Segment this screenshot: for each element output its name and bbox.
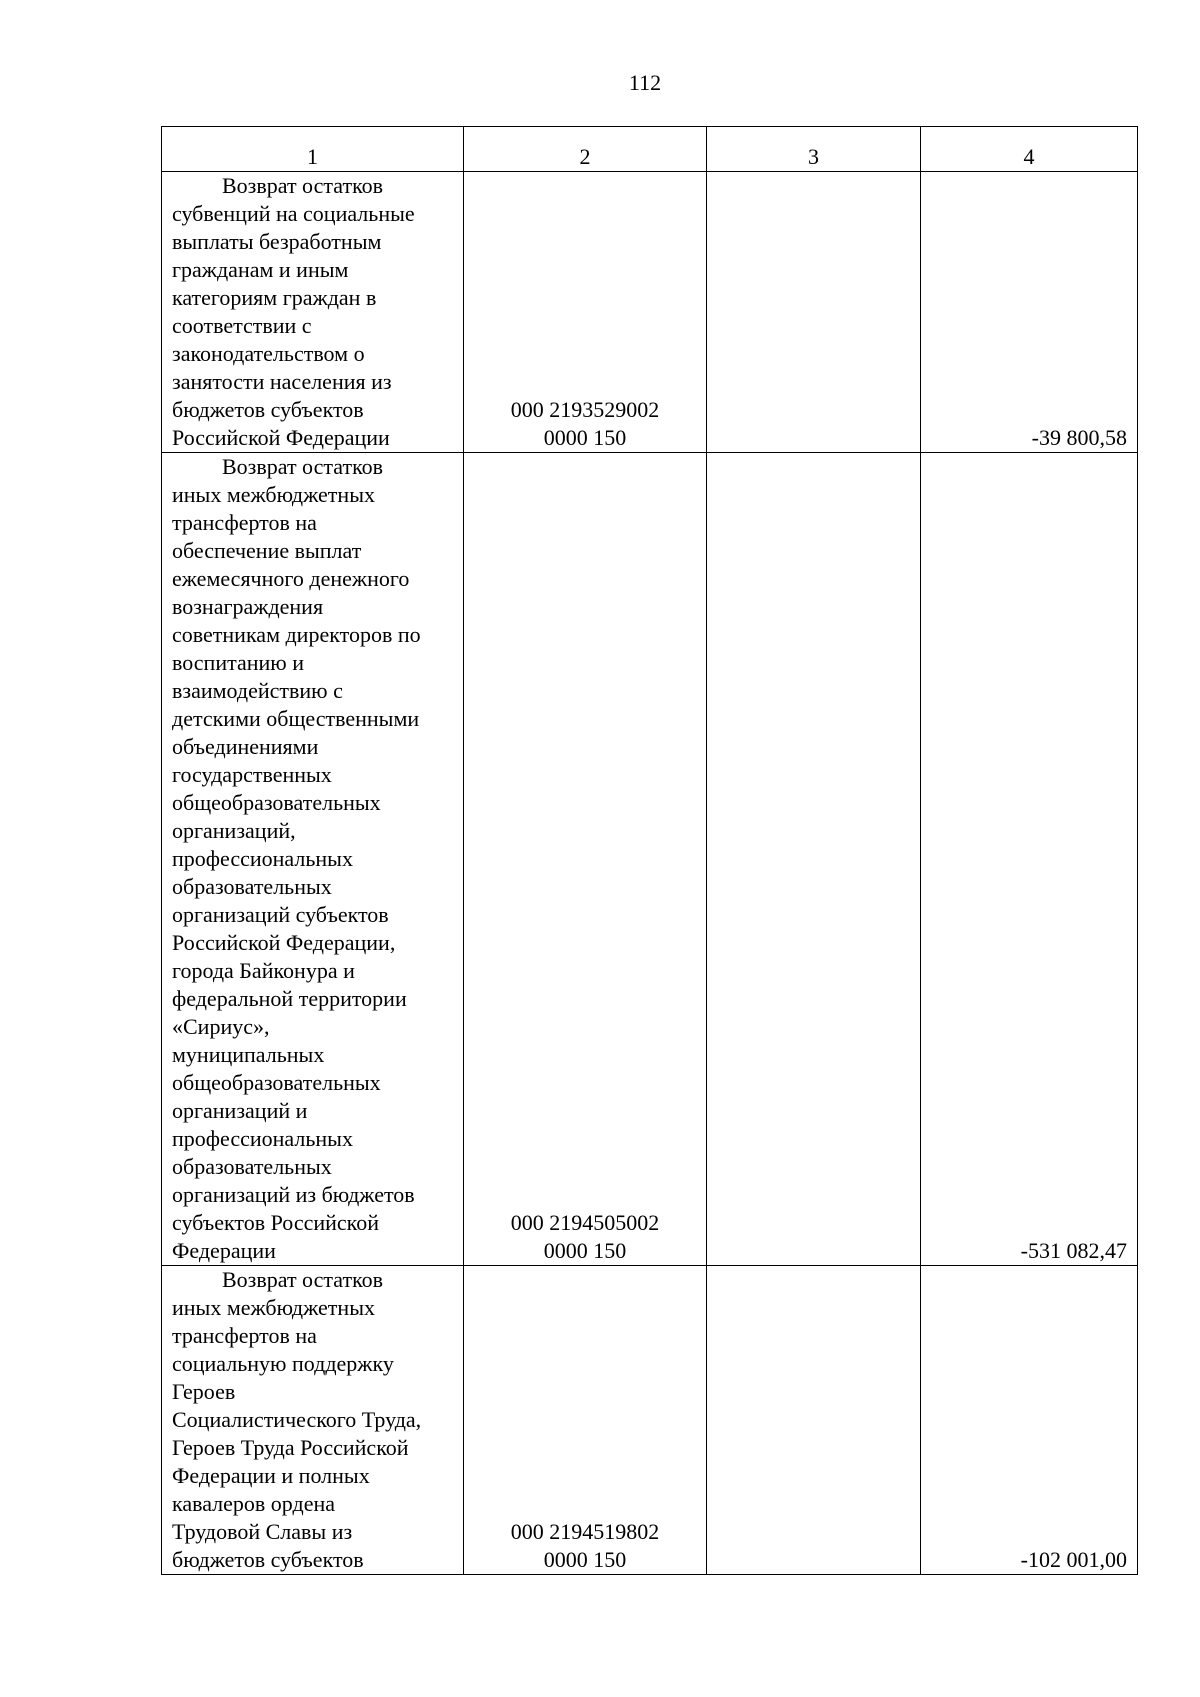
description-line: трансфертов на: [172, 510, 317, 535]
description-line: субвенций на социальные: [172, 201, 415, 226]
description-line: детскими общественными: [172, 706, 420, 731]
description-line: бюджетов субъектов: [172, 397, 364, 422]
description-line: законодательством о: [172, 341, 365, 366]
description-line: Возврат остатков: [222, 1267, 384, 1292]
code-line: 000 2194519802: [510, 1519, 660, 1544]
row-col3: [707, 453, 921, 1266]
description-line: Возврат остатков: [222, 173, 384, 198]
description-line: бюджетов субъектов: [172, 1547, 364, 1572]
code-line: 0000 150: [543, 425, 627, 450]
description-line: иных межбюджетных: [172, 1295, 375, 1320]
row-description: [162, 1266, 464, 1575]
description-line: ежемесячного денежного: [172, 566, 410, 591]
table-header: [162, 127, 1138, 172]
description-line: субъектов Российской: [172, 1210, 380, 1235]
description-line: Федерации и полных: [172, 1463, 370, 1488]
description-line: Трудовой Славы из: [172, 1519, 353, 1544]
description-line: государственных: [172, 762, 332, 787]
description-line: вознаграждения: [172, 594, 324, 619]
description-line: советникам директоров по: [172, 622, 421, 647]
description-line: Российской Федерации,: [172, 930, 396, 955]
header-col-1: 1: [162, 127, 464, 172]
description-line: Героев Труда Российской: [172, 1435, 409, 1460]
description-line: социальную поддержку: [172, 1351, 394, 1376]
description-line: города Байконура и: [172, 958, 355, 983]
description-line: соответствии с: [172, 313, 312, 338]
description-line: профессиональных: [172, 1126, 353, 1151]
table-row: [162, 453, 1138, 1266]
table-row: [162, 1266, 1138, 1575]
budget-table: [161, 126, 1138, 1575]
description-line: обеспечение выплат: [172, 538, 362, 563]
table-body: [162, 172, 1138, 1575]
description-line: трансфертов на: [172, 1323, 317, 1348]
description-line: занятости населения из: [172, 369, 392, 394]
header-row: [162, 127, 1138, 172]
description-line: иных межбюджетных: [172, 482, 375, 507]
description-line: Героев: [172, 1379, 236, 1404]
header-col-4: 4: [921, 127, 1138, 172]
description-line: организаций и: [172, 1098, 308, 1123]
header-col-3: 3: [707, 127, 921, 172]
description-line: образовательных: [172, 1154, 332, 1179]
description-line: организаций,: [172, 818, 296, 843]
row-amount: -531 082,47: [921, 453, 1138, 1266]
row-code: [464, 1266, 707, 1575]
row-code: [464, 453, 707, 1266]
description-line: категориям граждан в: [172, 285, 377, 310]
description-line: объединениями: [172, 734, 319, 759]
description-line: Федерации: [172, 1238, 276, 1263]
description-line: взаимодействию с: [172, 678, 343, 703]
row-col3: [707, 1266, 921, 1575]
table-row: [162, 172, 1138, 453]
description-line: профессиональных: [172, 846, 353, 871]
header-col-2: 2: [464, 127, 707, 172]
row-code: [464, 172, 707, 453]
row-description: [162, 453, 464, 1266]
description-line: выплаты безработным: [172, 229, 382, 254]
page-number: 112: [628, 70, 662, 95]
description-line: организаций из бюджетов: [172, 1182, 415, 1207]
row-col3: [707, 172, 921, 453]
code-line: 0000 150: [543, 1547, 627, 1572]
row-amount: -39 800,58: [921, 172, 1138, 453]
code-line: 000 2193529002: [510, 397, 660, 422]
description-line: кавалеров ордена: [172, 1491, 336, 1516]
description-line: «Сириус»,: [172, 1014, 270, 1039]
description-line: федеральной территории: [172, 986, 407, 1011]
description-line: Социалистического Труда,: [172, 1407, 422, 1432]
description-line: муниципальных: [172, 1042, 325, 1067]
description-line: образовательных: [172, 874, 332, 899]
description-line: Возврат остатков: [222, 454, 384, 479]
description-line: общеобразовательных: [172, 1070, 381, 1095]
code-line: 0000 150: [543, 1238, 627, 1263]
description-line: воспитанию и: [172, 650, 304, 675]
description-line: общеобразовательных: [172, 790, 381, 815]
row-description: [162, 172, 464, 453]
description-line: Российской Федерации: [172, 425, 390, 450]
code-line: 000 2194505002: [510, 1210, 660, 1235]
description-line: гражданам и иным: [172, 257, 349, 282]
description-line: организаций субъектов: [172, 902, 389, 927]
row-amount: -102 001,00: [921, 1266, 1138, 1575]
